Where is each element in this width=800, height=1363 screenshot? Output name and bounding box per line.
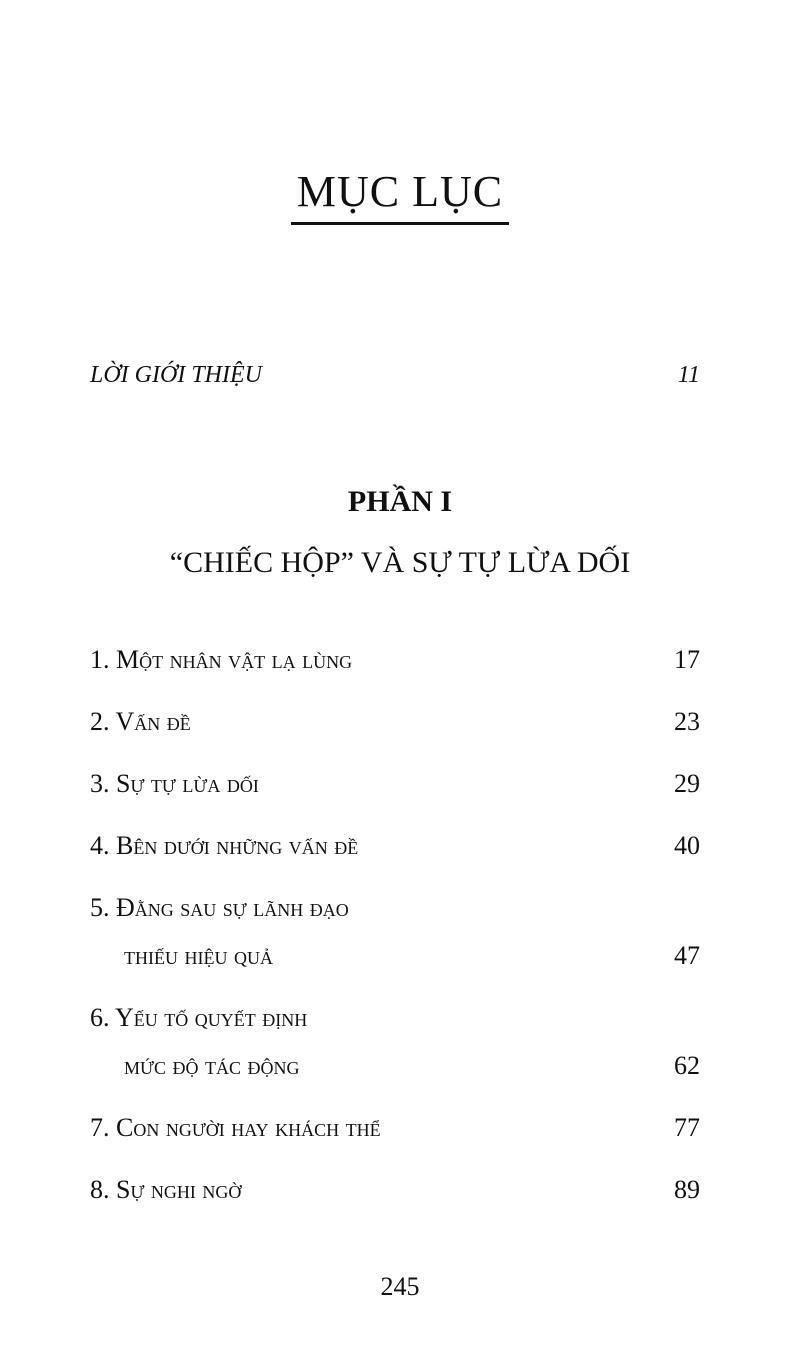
chapter-title: 5. Đằng sau sự lãnh đạo xyxy=(90,893,349,922)
intro-label: LỜI GIỚI THIỆU xyxy=(90,362,262,388)
part-title: “CHIẾC HỘP” VÀ SỰ TỰ LỪA DỐI xyxy=(169,546,631,579)
chapter-page: 77 xyxy=(674,1113,700,1142)
chapter-page: 40 xyxy=(674,831,700,860)
chapter-entry-4 xyxy=(90,822,700,870)
chapter-title: 1. Một nhân vật lạ lùng xyxy=(90,645,353,674)
intro-page: 11 xyxy=(677,362,700,388)
chapter-page: 62 xyxy=(674,1051,700,1080)
chapter-entry-8 xyxy=(90,1166,700,1214)
chapter-entry-5 xyxy=(90,884,700,980)
chapter-entry-7 xyxy=(90,1104,700,1152)
chapter-entry-2 xyxy=(90,698,700,746)
chapter-title: 7. Con người hay khách thể xyxy=(90,1113,381,1142)
chapter-list xyxy=(90,636,700,1214)
part-label: PHẦN I xyxy=(347,485,453,518)
chapter-title-continued: thiếu hiệu quả xyxy=(124,941,273,970)
chapter-entry-3 xyxy=(90,760,700,808)
page-number: 245 xyxy=(380,1272,420,1301)
chapter-page: 47 xyxy=(674,941,700,970)
intro-entry xyxy=(90,362,700,389)
chapter-page: 89 xyxy=(674,1175,700,1204)
chapter-title: 6. Yếu tố quyết định xyxy=(90,1003,308,1032)
chapter-entry-1 xyxy=(90,636,700,684)
chapter-entry-6 xyxy=(90,994,700,1090)
chapter-page: 17 xyxy=(674,645,700,674)
toc-heading: MỤC LỤC xyxy=(291,168,509,225)
chapter-title: 8. Sự nghi ngờ xyxy=(90,1175,242,1204)
chapter-title: 2. Vấn đề xyxy=(90,707,191,736)
toc-heading-wrap xyxy=(0,168,800,225)
chapter-title-continued: mức độ tác động xyxy=(124,1051,300,1080)
chapter-page: 23 xyxy=(674,707,700,736)
chapter-page: 29 xyxy=(674,769,700,798)
chapter-title: 3. Sự tự lừa dối xyxy=(90,769,259,798)
chapter-title: 4. Bên dưới những vấn đề xyxy=(90,831,359,860)
